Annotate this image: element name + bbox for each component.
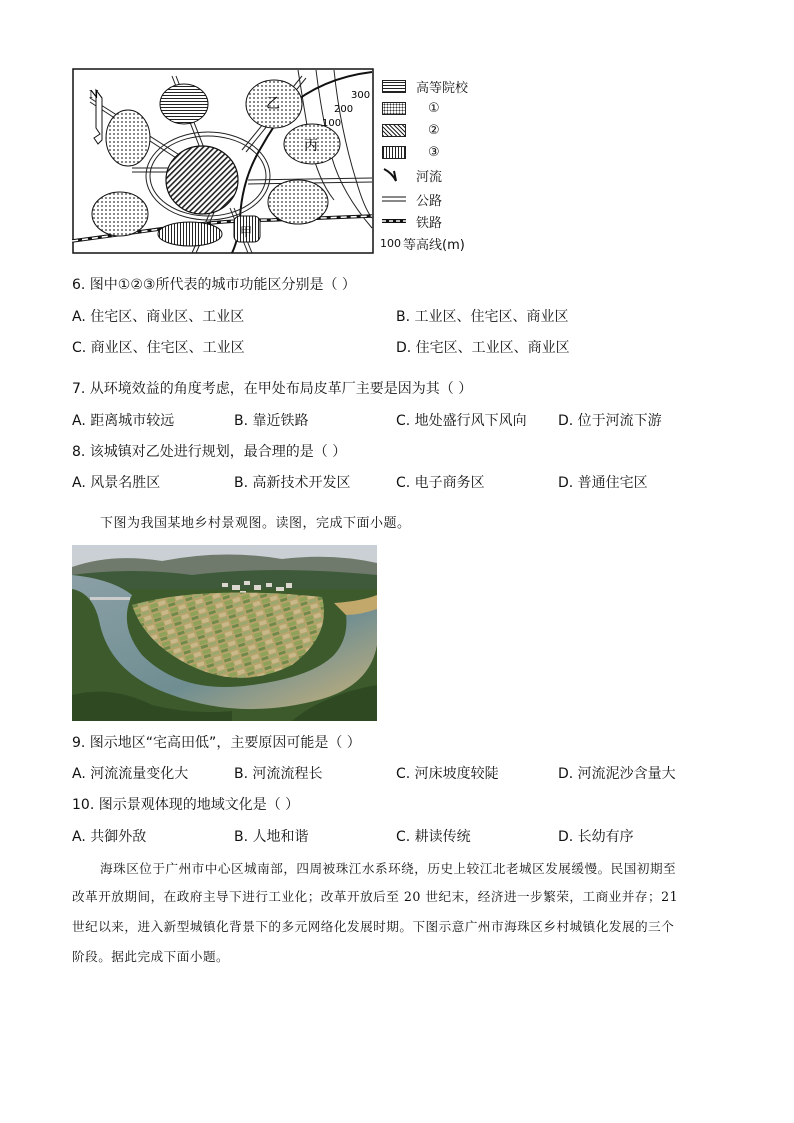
zone-center: [166, 146, 238, 214]
q10-option-c: C. 耕读传统: [396, 829, 471, 845]
rural-landscape-photo: [72, 545, 377, 721]
railway-icon: [382, 213, 406, 229]
legend-zone1: ①: [382, 98, 440, 118]
contour-100: 100: [322, 118, 342, 129]
q10-option-b: B. 人地和谐: [234, 829, 309, 845]
q7-option-c: C. 地处盛行风下风向: [396, 413, 527, 429]
river-icon: [382, 167, 406, 183]
q7-option-d: D. 位于河流下游: [558, 413, 662, 429]
q9-option-d: D. 河流泥沙含量大: [558, 766, 676, 782]
intro-haizhu-line-1: 海珠区位于广州市中心区城南部，四周被珠江水系环绕，历史上较江北老城区发展缓慢。民国初期至: [100, 861, 677, 876]
contour-value: 100: [380, 236, 401, 250]
q8-option-a: A. 风景名胜区: [72, 475, 161, 491]
question-10: 10. 图示景观体现的地域文化是（ ）: [72, 797, 300, 813]
university-swatch: [382, 80, 406, 93]
q6-option-b: B. 工业区、住宅区、商业区: [396, 309, 569, 325]
intro-haizhu-line-3: 世纪以来，进入新型城镇化背景下的多元网络化发展时期。下图示意广州市海珠区乡村城镇化发展的三个: [72, 919, 675, 934]
university-zone: [160, 84, 208, 124]
q9-option-a: A. 河流流量变化大: [72, 766, 189, 782]
legend-zone3: ③: [382, 142, 440, 162]
q10-option-a: A. 共御外敌: [72, 829, 147, 845]
q8-option-b: B. 高新技术开发区: [234, 475, 351, 491]
city-function-map: [72, 68, 374, 254]
intro-haizhu-line-4: 阶段。据此完成下面小题。: [72, 949, 230, 964]
legend-road: 公路: [382, 189, 442, 209]
intro-haizhu-line-2: 改革开放期间，在政府主导下进行工业化；改革开放后至 20 世纪末，经济进一步繁荣，工商业并存；21: [72, 889, 679, 904]
q7-option-a: A. 距离城市较远: [72, 413, 175, 429]
q6-option-d: D. 住宅区、工业区、商业区: [396, 340, 570, 356]
legend-river: 河流: [382, 165, 442, 185]
intro-rural-landscape: 下图为我国某地乡村景观图。读图，完成下面小题。: [100, 516, 411, 531]
contour-200: 200: [334, 104, 354, 115]
q6-option-a: A. 住宅区、商业区、工业区: [72, 309, 245, 325]
q9-option-c: C. 河床坡度较陡: [396, 766, 499, 782]
legend-railway: 铁路: [382, 211, 442, 231]
q7-option-b: B. 靠近铁路: [234, 413, 309, 429]
q8-option-d: D. 普通住宅区: [558, 475, 648, 491]
zone-bing-label: 丙: [304, 138, 318, 154]
legend-university: 高等院校: [382, 76, 468, 96]
north-label: N: [89, 88, 99, 101]
question-6: 6. 图中①②③所代表的城市功能区分别是（ ）: [72, 277, 356, 293]
q8-option-c: C. 电子商务区: [396, 475, 485, 491]
legend-contour: 100 等高线(m): [380, 236, 465, 253]
road-icon: [382, 191, 406, 207]
zone-jia-label: 甲: [240, 225, 253, 239]
question-7: 7. 从环境效益的角度考虑，在甲处布局皮革厂主要是因为其（ ）: [72, 381, 473, 397]
contour-300: 300: [351, 90, 371, 101]
question-8: 8. 该城镇对乙处进行规划，最合理的是（ ）: [72, 444, 347, 460]
q6-option-c: C. 商业区、住宅区、工业区: [72, 340, 245, 356]
question-9: 9. 图示地区“宅高田低”，主要原因可能是（ ）: [72, 735, 361, 751]
zone2-swatch: [382, 124, 406, 137]
q10-option-d: D. 长幼有序: [558, 829, 634, 845]
zone3-swatch: [382, 146, 406, 159]
legend-zone2: ②: [382, 120, 440, 140]
q9-option-b: B. 河流流程长: [234, 766, 323, 782]
zone1-swatch: [382, 102, 406, 115]
zone-yi-label: 乙: [266, 96, 280, 112]
